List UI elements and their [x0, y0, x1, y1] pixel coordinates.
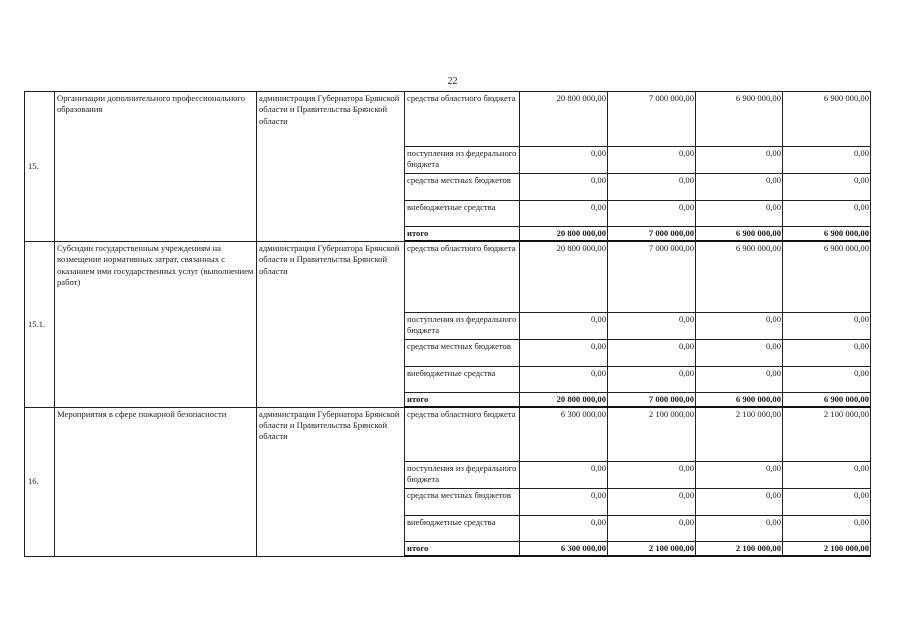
amount-cell: 0,00	[520, 147, 608, 174]
amount-cell: 0,00	[696, 174, 783, 201]
executor-name: администрация Губернатора Брянской области и Правительства Брянской области	[257, 92, 405, 242]
amount-cell: 0,00	[520, 515, 608, 541]
total-amount: 6 900 000,00	[696, 392, 783, 407]
funding-source: средства областного бюджета	[405, 92, 520, 147]
table-row	[25, 241, 871, 312]
amount-cell: 0,00	[783, 312, 871, 339]
amount-cell: 6 300 000,00	[520, 407, 608, 461]
total-amount: 2 100 000,00	[696, 541, 783, 556]
amount-cell: 0,00	[696, 488, 783, 515]
amount-cell: 0,00	[608, 366, 696, 392]
amount-cell: 2 100 000,00	[608, 407, 696, 461]
amount-cell: 0,00	[608, 312, 696, 339]
amount-cell: 0,00	[696, 147, 783, 174]
amount-cell: 0,00	[783, 461, 871, 488]
page-number: 22	[447, 76, 458, 87]
total-amount: 6 900 000,00	[783, 392, 871, 407]
amount-cell: 7 000 000,00	[608, 92, 696, 147]
activity-name: Субсидии государственным учреждениям на возмещение нормативных затрат, связанных с оказанием ими государственных услуг (выполнением работ)	[55, 241, 257, 407]
funding-source: средства местных бюджетов	[405, 339, 520, 366]
amount-cell: 0,00	[608, 339, 696, 366]
amount-cell: 0,00	[608, 515, 696, 541]
funding-source: средства местных бюджетов	[405, 488, 520, 515]
amount-cell: 0,00	[608, 461, 696, 488]
total-label: итого	[405, 392, 520, 407]
amount-cell: 0,00	[520, 312, 608, 339]
amount-cell: 0,00	[520, 488, 608, 515]
amount-cell: 0,00	[696, 339, 783, 366]
funding-source: внебюджетные средства	[405, 201, 520, 227]
amount-cell: 0,00	[696, 366, 783, 392]
amount-cell: 0,00	[520, 174, 608, 201]
funding-source: средства областного бюджета	[405, 407, 520, 461]
amount-cell: 0,00	[783, 488, 871, 515]
amount-cell: 0,00	[520, 339, 608, 366]
total-amount: 6 900 000,00	[783, 227, 871, 242]
funding-source: поступления из федерального бюджета	[405, 147, 520, 174]
total-amount: 6 300 000,00	[520, 541, 608, 556]
section-number: 16.	[25, 407, 55, 556]
funding-source: средства местных бюджетов	[405, 174, 520, 201]
total-amount: 2 100 000,00	[608, 541, 696, 556]
amount-cell: 0,00	[783, 201, 871, 227]
section-number: 15.1.	[25, 241, 55, 407]
activity-name: Мероприятия в сфере пожарной безопасности	[55, 407, 257, 556]
amount-cell: 0,00	[520, 201, 608, 227]
amount-cell: 6 900 000,00	[783, 92, 871, 147]
amount-cell: 0,00	[783, 174, 871, 201]
amount-cell: 6 900 000,00	[783, 241, 871, 312]
total-amount: 20 800 000,00	[520, 392, 608, 407]
funding-source: поступления из федерального бюджета	[405, 461, 520, 488]
amount-cell: 6 900 000,00	[696, 92, 783, 147]
total-amount: 7 000 000,00	[608, 392, 696, 407]
section-number: 15.	[25, 92, 55, 242]
executor-name: администрация Губернатора Брянской области и Правительства Брянской области	[257, 407, 405, 556]
table-row	[25, 92, 871, 147]
amount-cell: 0,00	[696, 461, 783, 488]
amount-cell: 2 100 000,00	[783, 407, 871, 461]
total-label: итого	[405, 227, 520, 242]
total-amount: 2 100 000,00	[783, 541, 871, 556]
table-row	[25, 407, 871, 461]
amount-cell: 0,00	[608, 147, 696, 174]
amount-cell: 0,00	[608, 174, 696, 201]
amount-cell: 0,00	[696, 201, 783, 227]
amount-cell: 0,00	[783, 147, 871, 174]
amount-cell: 0,00	[520, 366, 608, 392]
funding-source: внебюджетные средства	[405, 515, 520, 541]
total-amount: 6 900 000,00	[696, 227, 783, 242]
funding-source: внебюджетные средства	[405, 366, 520, 392]
total-amount: 7 000 000,00	[608, 227, 696, 242]
funding-source: поступления из федерального бюджета	[405, 312, 520, 339]
amount-cell: 20 800 000,00	[520, 92, 608, 147]
amount-cell: 0,00	[696, 312, 783, 339]
amount-cell: 20 800 000,00	[520, 241, 608, 312]
executor-name: администрация Губернатора Брянской области и Правительства Брянской области	[257, 241, 405, 407]
total-label: итого	[405, 541, 520, 556]
funding-source: средства областного бюджета	[405, 241, 520, 312]
amount-cell: 7 000 000,00	[608, 241, 696, 312]
total-amount: 20 800 000,00	[520, 227, 608, 242]
amount-cell: 0,00	[783, 515, 871, 541]
activity-name: Организации дополнительного профессионального образования	[55, 92, 257, 242]
amount-cell: 0,00	[783, 366, 871, 392]
budget-table	[24, 91, 871, 557]
amount-cell: 0,00	[696, 515, 783, 541]
amount-cell: 0,00	[608, 201, 696, 227]
amount-cell: 6 900 000,00	[696, 241, 783, 312]
amount-cell: 0,00	[520, 461, 608, 488]
amount-cell: 0,00	[608, 488, 696, 515]
amount-cell: 0,00	[783, 339, 871, 366]
amount-cell: 2 100 000,00	[696, 407, 783, 461]
